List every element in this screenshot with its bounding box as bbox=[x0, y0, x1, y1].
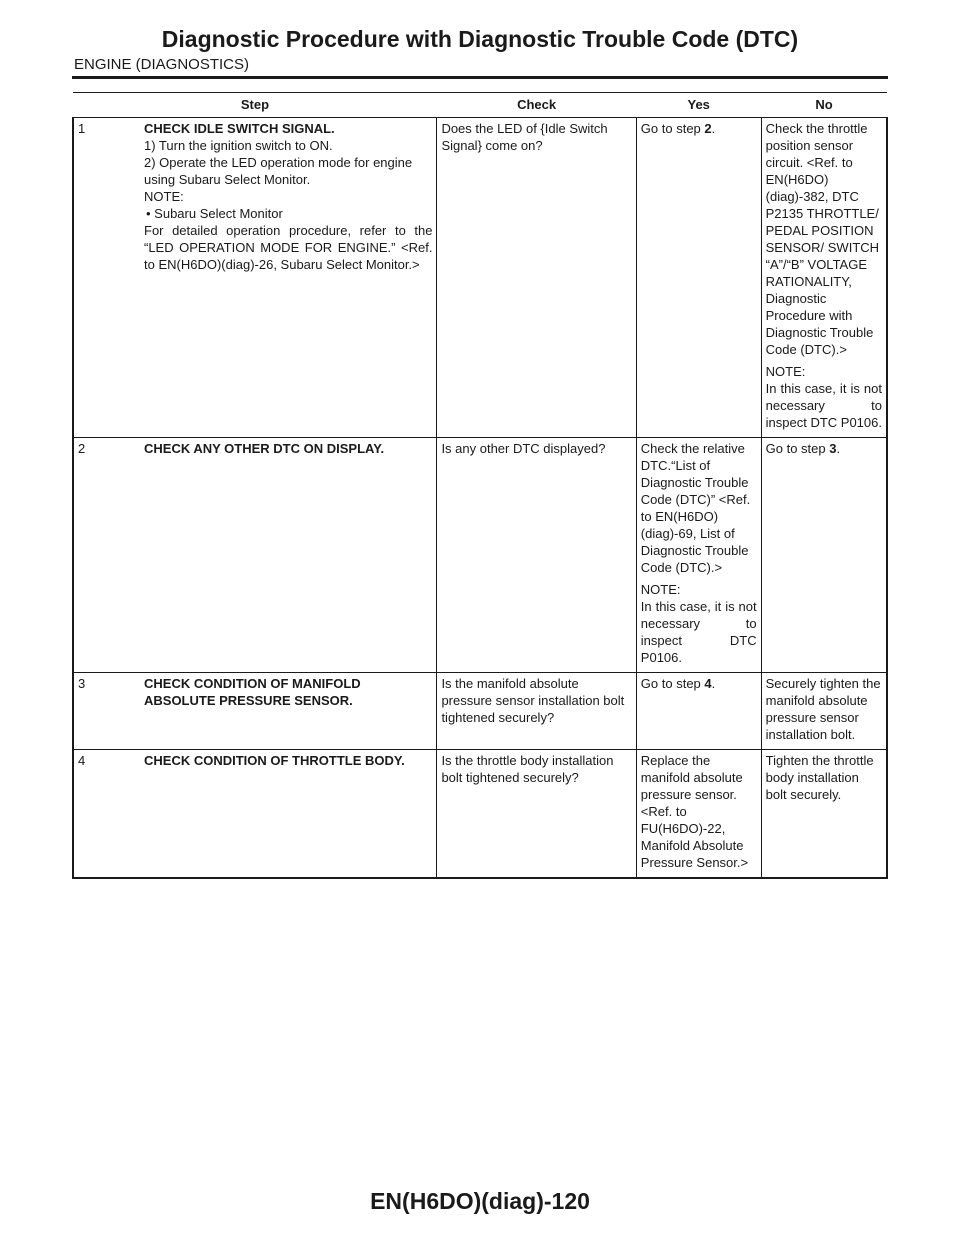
check-cell bbox=[437, 673, 636, 750]
note-text: In this case, it is not necessary to inspect DTC P0106. bbox=[640, 599, 757, 665]
table-row bbox=[73, 118, 887, 438]
yes-text: Go to step bbox=[640, 121, 705, 136]
check-text: Does the LED of {Idle Switch Signal} come on? bbox=[441, 121, 608, 153]
table-row bbox=[73, 438, 887, 673]
step-instruction: 2) Operate the LED operation mode for engine using Subaru Select Monitor. bbox=[144, 155, 413, 187]
no-cell bbox=[761, 673, 887, 750]
check-text: Is the manifold absolute pressure sensor installation bolt tightened securely? bbox=[441, 676, 625, 725]
step-instruction: 1) Turn the ignition switch to ON. bbox=[144, 138, 333, 153]
note-text: In this case, it is not necessary to inspect DTC P0106. bbox=[765, 381, 882, 430]
step-ref: 3 bbox=[829, 441, 837, 456]
check-text: Is the throttle body installation bolt tightened securely? bbox=[441, 753, 614, 785]
yes-text: Replace the manifold absolute pressure sensor. <Ref. to FU(H6DO)-22, Manifold Absolute Pressure Sensor.> bbox=[640, 753, 749, 870]
no-text: Tighten the throttle body installation bolt securely. bbox=[765, 753, 874, 802]
yes-text: Go to step bbox=[640, 676, 705, 691]
step-ref: 4 bbox=[704, 676, 712, 691]
note-label: NOTE: bbox=[640, 582, 681, 597]
step-number: 1 bbox=[78, 121, 86, 136]
table-row bbox=[73, 673, 887, 750]
no-cell bbox=[761, 118, 887, 438]
step-title: CHECK IDLE SWITCH SIGNAL. bbox=[144, 121, 335, 136]
diagnostic-table bbox=[72, 92, 888, 879]
yes-cell bbox=[636, 118, 761, 438]
yes-cell bbox=[636, 750, 761, 879]
header-divider bbox=[72, 76, 888, 79]
column-header-yes: Yes bbox=[636, 93, 761, 118]
check-cell bbox=[437, 750, 636, 879]
step-title: CHECK CONDITION OF THROTTLE BODY. bbox=[144, 753, 405, 768]
note-label: NOTE: bbox=[765, 364, 806, 379]
no-text: Go to step bbox=[765, 441, 830, 456]
yes-cell bbox=[636, 438, 761, 673]
step-cell bbox=[73, 673, 437, 750]
check-text: Is any other DTC displayed? bbox=[441, 441, 606, 456]
step-ref: 2 bbox=[704, 121, 712, 136]
yes-cell bbox=[636, 673, 761, 750]
yes-text-end: . bbox=[711, 121, 716, 136]
section-title: ENGINE (DIAGNOSTICS) bbox=[74, 56, 250, 73]
column-header-check: Check bbox=[437, 93, 636, 118]
no-cell bbox=[761, 750, 887, 879]
yes-text: Check the relative DTC.“List of Diagnostic Trouble Code (DTC)” <Ref. to EN(H6DO)(diag)-69, List of Diagnostic Trouble Code (DTC).> bbox=[640, 441, 751, 575]
step-title: CHECK ANY OTHER DTC ON DISPLAY. bbox=[144, 441, 385, 456]
step-cell bbox=[73, 750, 437, 879]
yes-text-end: . bbox=[711, 676, 716, 691]
no-text: Securely tighten the manifold absolute pressure sensor installation bolt. bbox=[765, 676, 881, 742]
note-text: For detailed operation procedure, refer to the “LED OPERATION MODE FOR ENGINE.” <Ref. to EN(H6DO)(diag)-26, Subaru Select Monitor.> bbox=[144, 223, 433, 272]
step-number: 2 bbox=[78, 441, 86, 456]
note-bullet: • Subaru Select Monitor bbox=[146, 206, 283, 221]
column-header-no: No bbox=[761, 93, 887, 118]
no-text: Check the throttle position sensor circuit. <Ref. to EN(H6DO)(diag)-382, DTC P2135 THROTTLE/ PEDAL POSITION SENSOR/ SWITCH “A”/“B” VOLTAGE RATIONALITY, Diagnostic Procedure with Diagnostic Trouble Code (DTC).> bbox=[765, 121, 880, 357]
no-text-end: . bbox=[836, 441, 841, 456]
no-cell bbox=[761, 438, 887, 673]
note-label: NOTE: bbox=[144, 189, 184, 204]
check-cell bbox=[437, 438, 636, 673]
step-title: CHECK CONDITION OF MANIFOLD ABSOLUTE PRESSURE SENSOR. bbox=[144, 676, 361, 708]
page-title: Diagnostic Procedure with Diagnostic Trouble Code (DTC) bbox=[161, 26, 799, 52]
page-number: EN(H6DO)(diag)-120 bbox=[370, 1188, 590, 1214]
check-cell bbox=[437, 118, 636, 438]
table-row bbox=[73, 750, 887, 879]
step-number: 3 bbox=[78, 676, 86, 691]
step-cell bbox=[73, 118, 437, 438]
column-header-step: Step bbox=[73, 93, 437, 118]
step-cell bbox=[73, 438, 437, 673]
step-number: 4 bbox=[78, 753, 86, 768]
table-header-row bbox=[73, 93, 887, 118]
